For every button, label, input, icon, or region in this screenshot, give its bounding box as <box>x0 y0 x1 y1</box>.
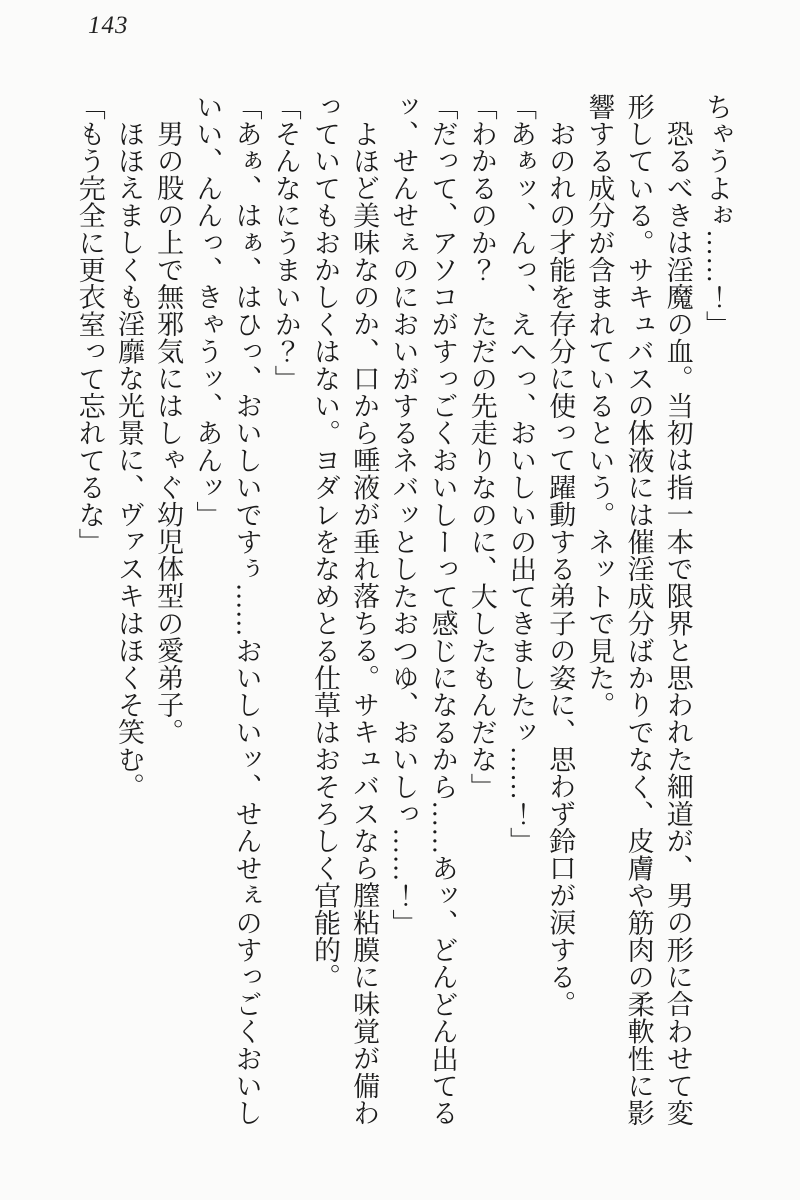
text-line: 「わかるのか？ ただの先走りなのに、大したもんだな」 <box>466 93 497 801</box>
page-number: 143 <box>88 12 129 39</box>
text-line: 「だって、アソコがすっごくおいしーって感じになるから……あッ、どんどん出てる <box>427 93 458 1127</box>
text-line: おのれの才能を存分に使って躍動する弟子の姿に、思わず鈴口が涙する。 <box>545 120 576 1018</box>
text-line: 響する成分が含まれているという。ネットで見た。 <box>584 93 615 719</box>
text-line: 形している。サキュバスの体液には催淫成分ばかりでなく、皮膚や筋肉の柔軟性に影 <box>623 93 654 1127</box>
text-line: いい、んんっ、きゃうッ、あんッ」 <box>192 93 223 529</box>
text-line: 「あぁ、はぁ、はひっ、おいしいですぅ……おいしいッ、せんせぇのすっごくおいし <box>231 93 262 1127</box>
text-line: 男の股の上で無邪気にはしゃぐ幼児体型の愛弟子。 <box>153 120 184 746</box>
text-line: っていてもおかしくはない。ヨダレをなめとる仕草はおそろしく官能的。 <box>309 93 340 991</box>
text-line: よほど美味なのか、口から唾液が垂れ落ちる。サキュバスなら膣粘膜に味覚が備わ <box>349 120 380 1127</box>
text-line: 「もう完全に更衣室って忘れてるな」 <box>74 93 105 556</box>
novel-text-block <box>70 93 736 1127</box>
text-line: 「あぁッ、んっ、えへっ、おいしいの出てきましたッ……！」 <box>505 93 536 855</box>
text-line: ッ、せんせぇのにおいがするネバッとしたおつゆ、おいしっ……！」 <box>388 93 419 937</box>
text-line: ほほえましくも淫靡な光景に、ヴァスキはほくそ笑む。 <box>113 120 144 800</box>
text-line: ちゃうよぉ……！」 <box>702 93 732 338</box>
text-line: 「そんなにうまいか？」 <box>270 93 301 393</box>
text-line: 恐るべきは淫魔の血。当初は指一本で限界と思われた細道が、男の形に合わせて変 <box>662 120 693 1127</box>
